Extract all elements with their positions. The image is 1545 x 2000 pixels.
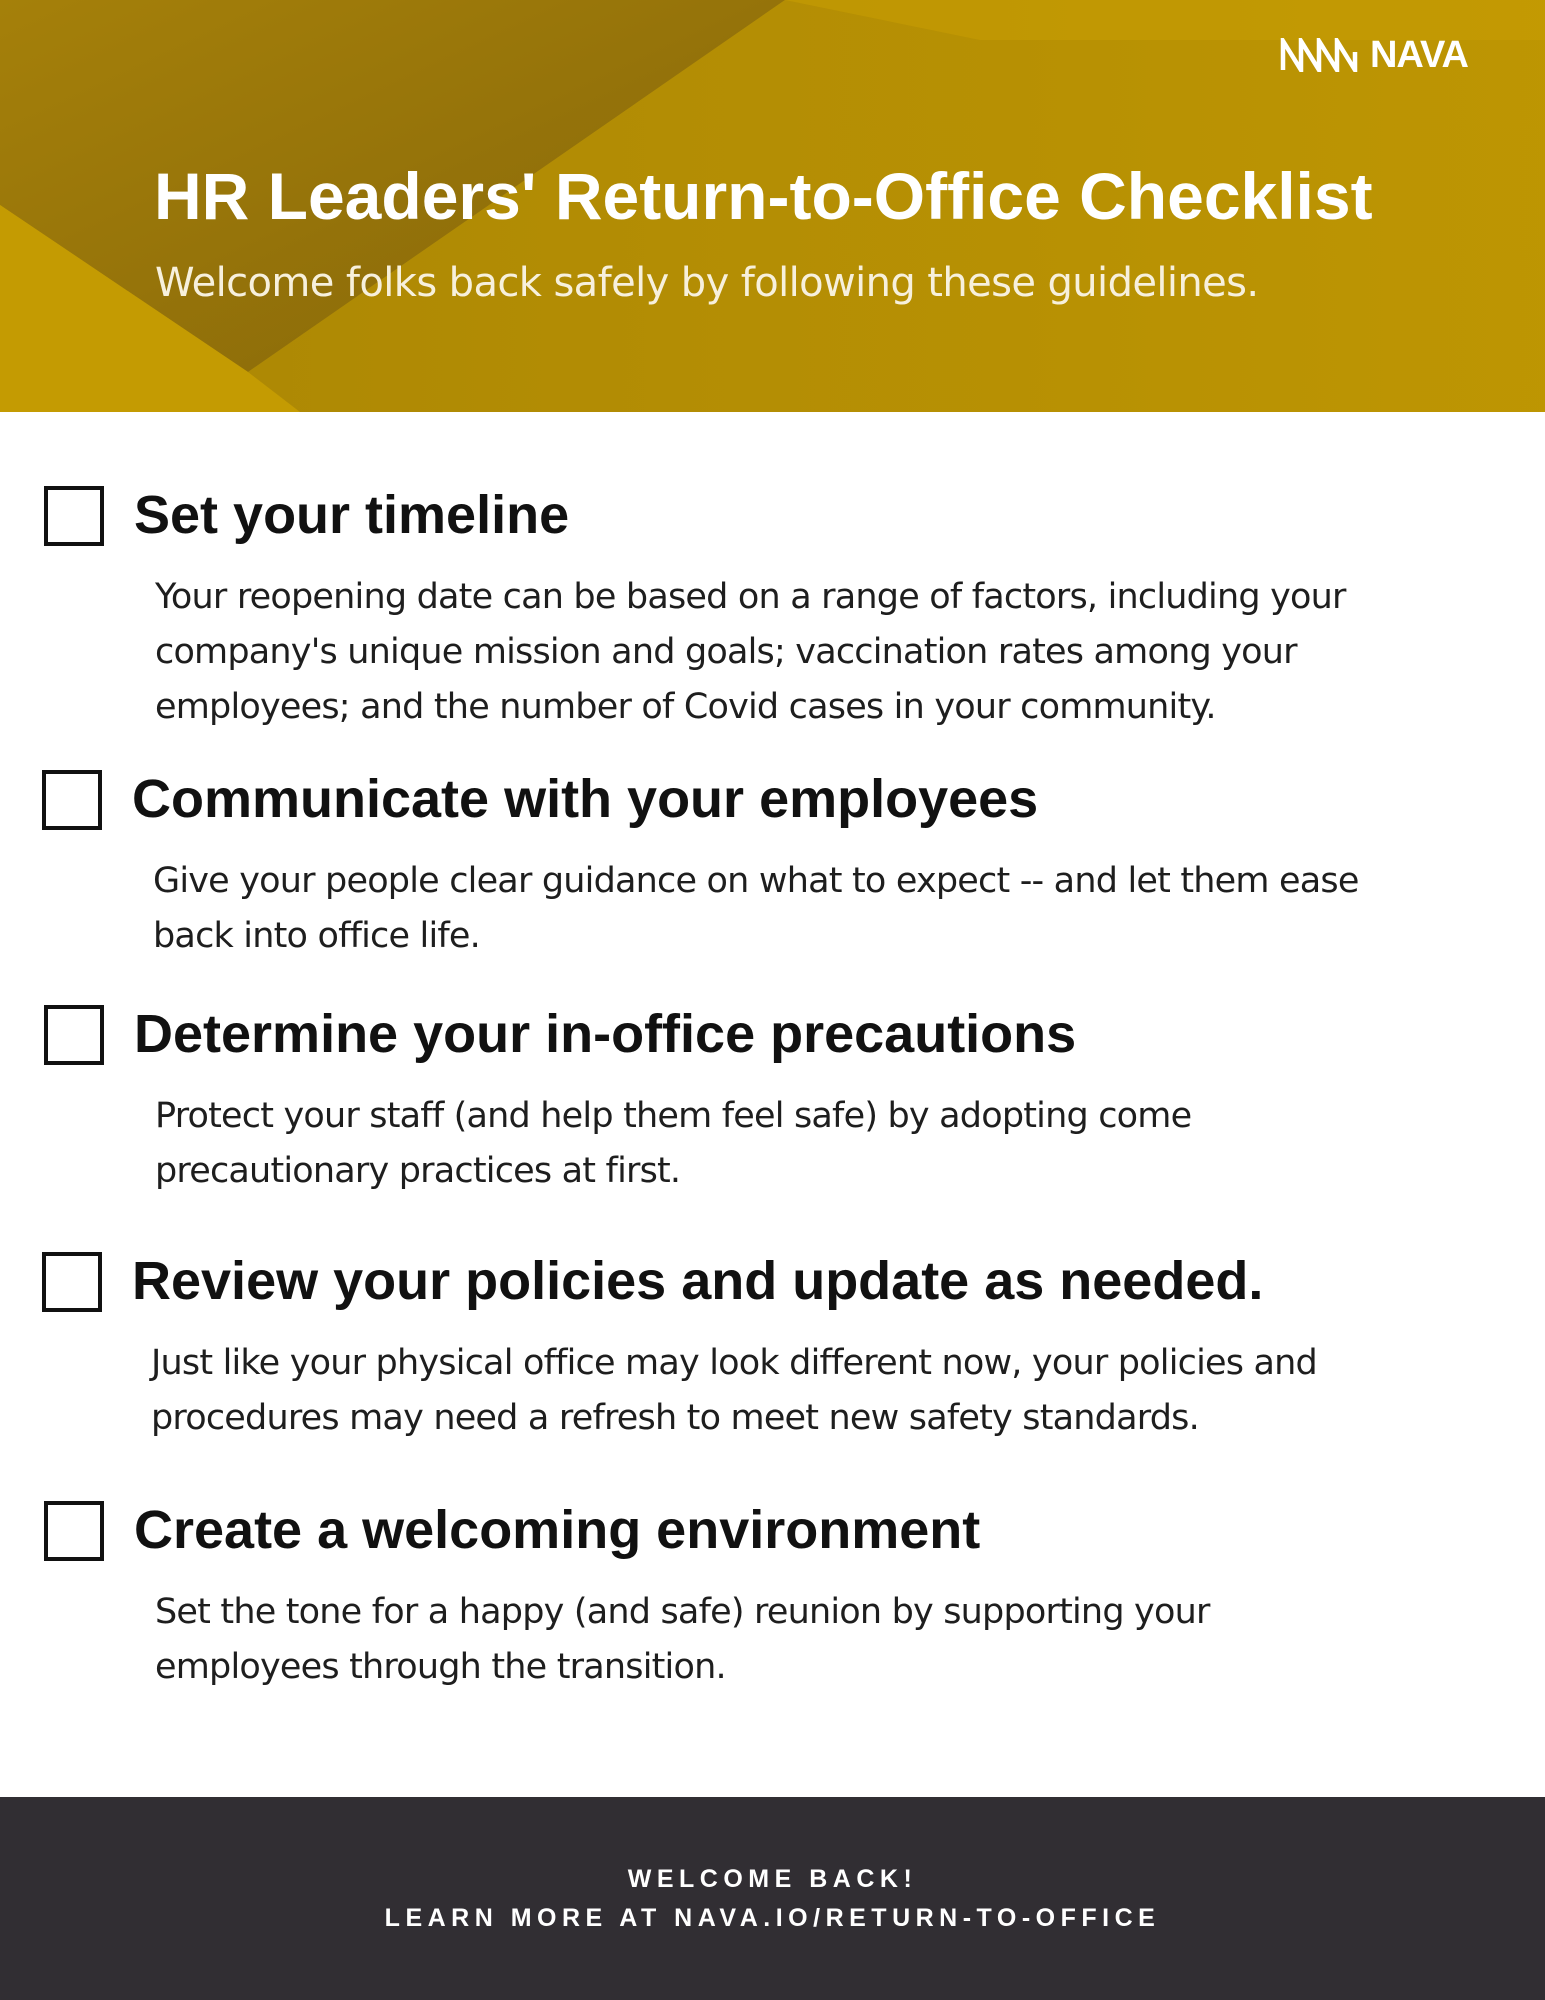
page-title: HR Leaders' Return-to-Office Checklist (154, 159, 1373, 233)
description-line: procedures may need a refresh to meet new safety standards. (151, 1398, 1199, 1438)
item-heading: Review your policies and update as needed. (132, 1251, 1264, 1311)
item-description (155, 1585, 1485, 1695)
item-description (155, 1089, 1485, 1199)
checkbox-welcoming[interactable] (44, 1501, 104, 1561)
nava-logo-icon (1280, 38, 1362, 72)
item-description (155, 570, 1485, 735)
nava-logo (1280, 34, 1468, 76)
description-line: back into office life. (153, 916, 480, 956)
item-heading: Determine your in-office precautions (134, 1004, 1077, 1064)
item-description (151, 1336, 1481, 1446)
description-line: Your reopening date can be based on a range of factors, including your (155, 577, 1346, 617)
checkbox-communicate[interactable] (42, 770, 102, 830)
description-line: Give your people clear guidance on what to expect -- and let them ease (153, 861, 1359, 901)
footer-learn-more-link[interactable]: LEARN MORE AT NAVA.IO/RETURN-TO-OFFICE (384, 1904, 1161, 1932)
item-description (153, 854, 1483, 964)
description-line: precautionary practices at first. (155, 1151, 681, 1191)
item-heading: Create a welcoming environment (134, 1500, 981, 1560)
footer (0, 1797, 1545, 2000)
description-line: employees; and the number of Covid cases in your community. (155, 687, 1216, 727)
page-subtitle: Welcome folks back safely by following these guidelines. (155, 260, 1259, 306)
item-heading: Set your timeline (134, 485, 570, 545)
description-line: Set the tone for a happy (and safe) reunion by supporting your (155, 1592, 1210, 1632)
logo-text: NAVA (1369, 34, 1468, 76)
footer-welcome-text: WELCOME BACK! (627, 1865, 918, 1893)
header-banner (0, 0, 1545, 412)
checkbox-policies[interactable] (42, 1252, 102, 1312)
description-line: Just like your physical office may look different now, your policies and (151, 1343, 1317, 1383)
checkbox-timeline[interactable] (44, 486, 104, 546)
checkbox-precautions[interactable] (44, 1005, 104, 1065)
description-line: employees through the transition. (155, 1647, 726, 1687)
description-line: company's unique mission and goals; vaccination rates among your (155, 632, 1297, 672)
description-line: Protect your staff (and help them feel safe) by adopting come (155, 1096, 1192, 1136)
item-heading: Communicate with your employees (132, 769, 1039, 829)
